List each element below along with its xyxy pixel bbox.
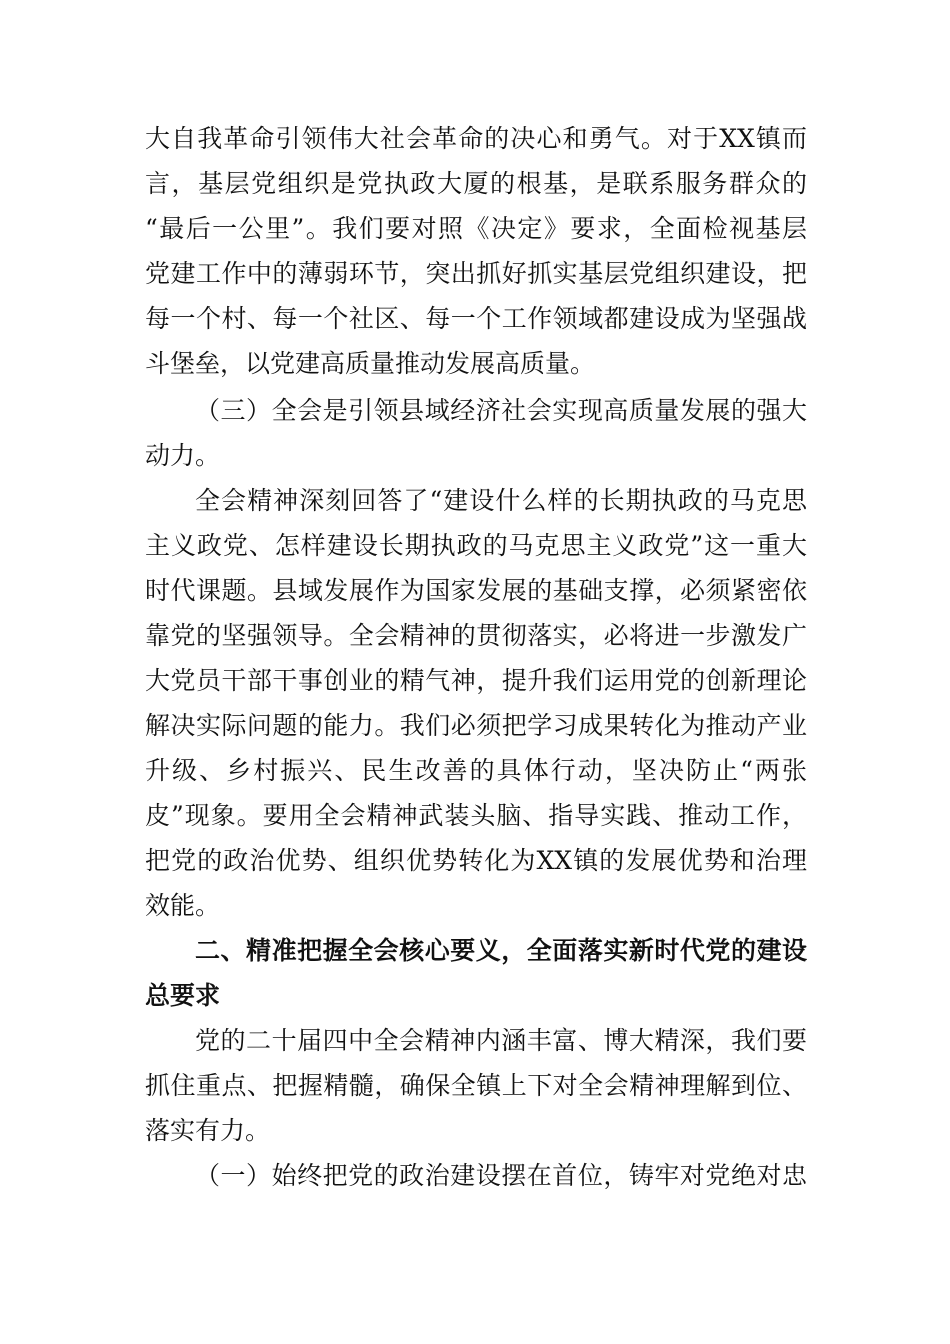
body-text-line: 党的二十届四中全会精神内涵丰富、博大精深，我们要	[195, 1026, 807, 1055]
body-text-line: 主义政党、怎样建设长期执政的马克思主义政党”这一重大	[145, 531, 807, 560]
body-text-line: 大自我革命引领伟大社会革命的决心和勇气。对于XX镇而	[145, 124, 807, 153]
section-heading-line: 二、精准把握全会核心要义，全面落实新时代党的建设	[195, 936, 807, 965]
subheading-line: （一）始终把党的政治建设摆在首位，铸牢对党绝对忠	[195, 1161, 807, 1190]
body-text-line: 时代课题。县域发展作为国家发展的基础支撑，必须紧密依	[145, 576, 807, 605]
body-text-line: 斗堡垒，以党建高质量推动发展高质量。	[145, 349, 596, 378]
body-text-line: 每一个村、每一个社区、每一个工作领域都建设成为坚强战	[145, 304, 807, 333]
body-text-line: 抓住重点、把握精髓，确保全镇上下对全会精神理解到位、	[145, 1071, 807, 1100]
body-text-line: 落实有力。	[145, 1116, 271, 1145]
subheading-line: 动力。	[145, 441, 221, 470]
body-text-line: 效能。	[145, 891, 221, 920]
body-text-line: 全会精神深刻回答了“建设什么样的长期执政的马克思	[195, 486, 807, 515]
body-text-line: 大党员干部干事创业的精气神，提升我们运用党的创新理论	[145, 666, 807, 695]
body-text-line: 升级、乡村振兴、民生改善的具体行动，坚决防止“两张	[145, 756, 807, 785]
body-text-line: 把党的政治优势、组织优势转化为XX镇的发展优势和治理	[145, 846, 807, 875]
body-text-line: 言，基层党组织是党执政大厦的根基，是联系服务群众的	[145, 169, 807, 198]
body-text-line: “最后一公里”。我们要对照《决定》要求，全面检视基层	[145, 214, 807, 243]
section-heading-line: 总要求	[145, 981, 221, 1010]
body-text-line: 解决实际问题的能力。我们必须把学习成果转化为推动产业	[145, 711, 807, 740]
body-text-line: 靠党的坚强领导。全会精神的贯彻落实，必将进一步激发广	[145, 621, 807, 650]
subheading-line: （三）全会是引领县域经济社会实现高质量发展的强大	[195, 396, 807, 425]
body-text-line: 皮”现象。要用全会精神武装头脑、指导实践、推动工作，	[145, 801, 807, 830]
body-text-line: 党建工作中的薄弱环节，突出抓好抓实基层党组织建设，把	[145, 259, 807, 288]
